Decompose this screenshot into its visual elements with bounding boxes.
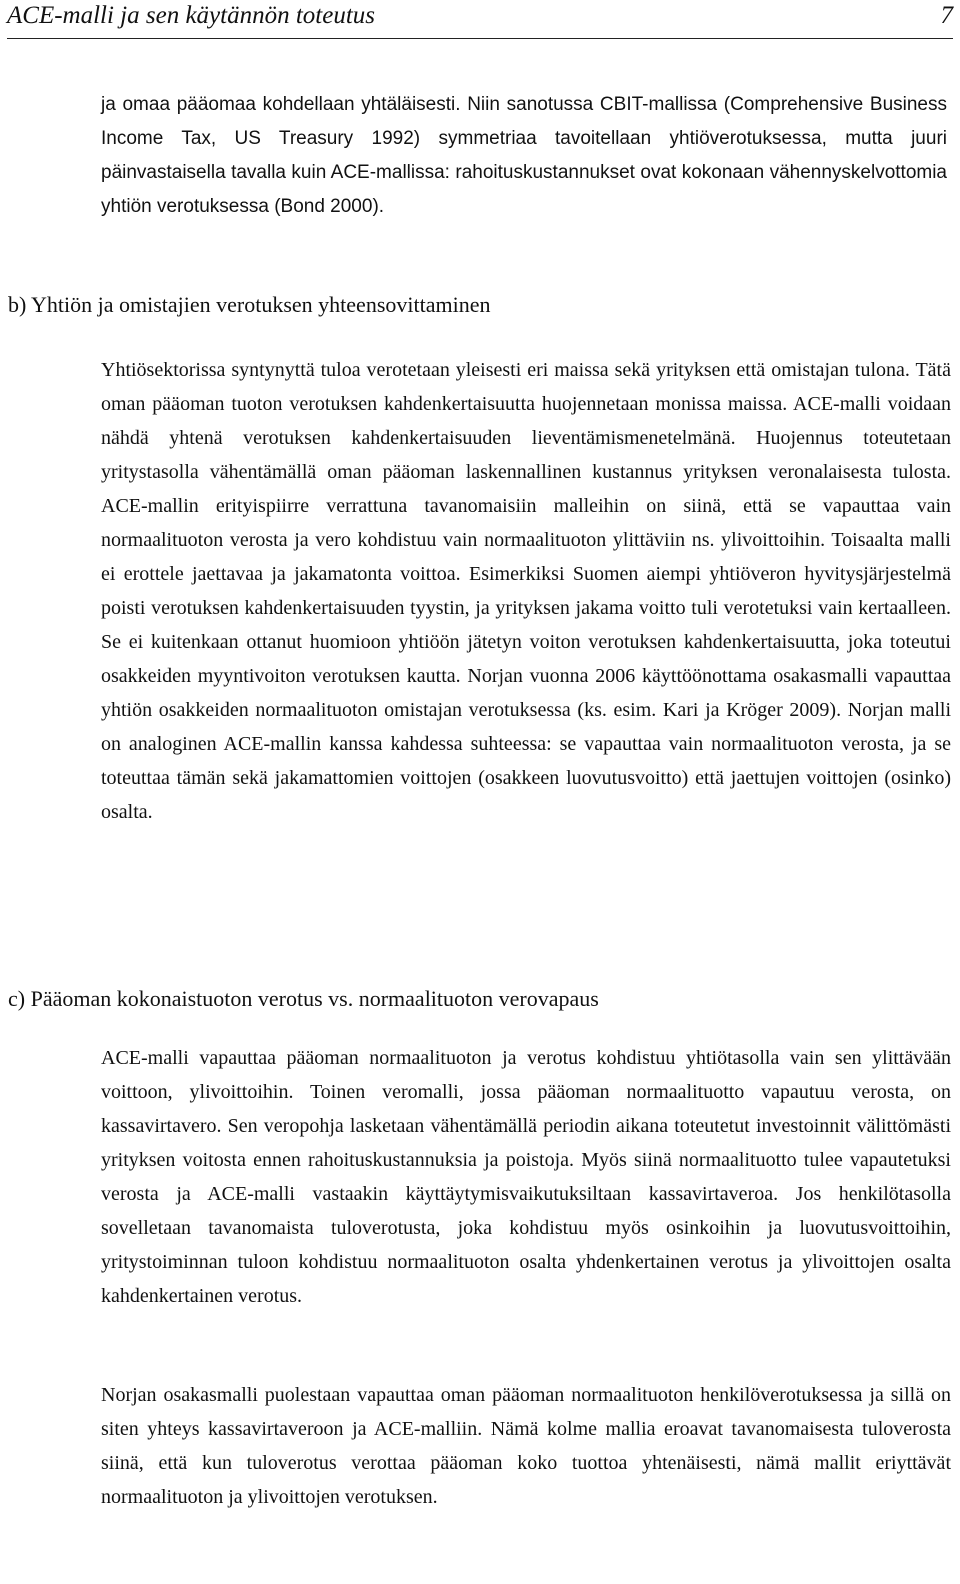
- section-c-paragraph-2: Norjan osakasmalli puolestaan vapauttaa oman pääoman normaalituoton henkilöverotuksessa ja sillä on siten yhteys kassavirtaveroon ja ACE-malliin. Nämä kolme mallia eroavat tavanomaisesta tuloverosta siinä, että kun tuloverotus verottaa pääoman koko tuottoa yhtenäisesti, nämä mallit eriyttävät normaalituoton ja ylivoittojen verotuksen.: [101, 1384, 951, 1508]
- section-heading-c: c) Pääoman kokonaistuoton verotus vs. normaalituoton verovapaus: [8, 986, 599, 1011]
- section-c-paragraph-1: ACE-malli vapauttaa pääoman normaalituoton ja verotus kohdistuu yhtiötasolla vain sen ylittävään voittoon, ylivoittoihin. Toinen veromalli, jossa pääoman normaalituotto vapautuu verosta, on kassavirtavero. Sen veropohja lasketaan vähentämällä periodin aikana toteutetut investoinnit välittömästi yrityksen voitosta ennen rahoituskustannuksia ja poistoja. Myös siinä normaalituotto tulee vapautetuksi verosta ja ACE-malli vastaakin käyttäytymisvaikutuksiltaan kassavirtaveroa. Jos henkilötasolla sovelletaan tavanomaista tuloverotusta, joka kohdistuu myös osinkoihin ja luovutusvoittoihin, yritystoiminnan tuloon kohdistuu normaalituoton osalta yhdenkertainen verotus ja ylivoittojen osalta kahdenkertainen verotus.: [101, 1047, 951, 1307]
- section-heading-b: b) Yhtiön ja omistajien verotuksen yhteensovittaminen: [8, 292, 491, 317]
- running-header: [7, 0, 953, 39]
- running-title: ACE-malli ja sen käytännön toteutus: [7, 2, 376, 29]
- intro-paragraph: ja omaa pääomaa kohdellaan yhtäläisesti. Niin sanotussa CBIT-mallissa (Comprehensive Business Income Tax, US Treasury 1992) symmetriaa tavoitellaan yhtiöverotuksessa, mutta juuri päinvastaisella tavalla kuin ACE-mallissa: rahoituskustannukset ovat kokonaan vähennyskelvottomia yhtiön verotuksessa (Bond 2000).: [101, 94, 947, 217]
- page-number: 7: [940, 2, 953, 29]
- section-b-paragraph: Yhtiösektorissa syntynyttä tuloa verotetaan yleisesti eri maissa sekä yrityksen että omistajan tulona. Tätä oman pääoman tuoton verotuksen kahdenkertaisuutta huojennetaan monissa maissa. ACE-malli voidaan nähdä yhtenä verotuksen kahdenkertaisuuden lieventämismenetelmänä. Huojennus toteutetaan yritystasolla vähentämällä oman pääoman laskennallinen kustannus yrityksen veronalaisesta tulosta. ACE-mallin erityispiirre verrattuna tavanomaisiin malleihin on siinä, että se vapauttaa vain normaalituoton verosta ja vero kohdistuu vain normaalituoton ylittäviin ns. ylivoittoihin. Toisaalta malli ei erottele jaettavaa ja jakamatonta voittoa. Esimerkiksi Suomen aiempi yhtiöveron hyvitysjärjestelmä poisti verotuksen kahdenkertaisuuden tyystin, ja yrityksen jakama voitto tuli verotetuksi vain kertaalleen. Se ei kuitenkaan ottanut huomioon yhtiöön jätetyn voiton verotuksen kahdenkertaisuutta, joka toteutui osakkeiden myyntivoiton verotuksen kautta. Norjan vuonna 2006 käyttöönottama osakasmalli vapauttaa yhtiön osakkeiden normaalituoton omistajan verotuksessa (ks. esim. Kari ja Kröger 2009). Norjan malli on analoginen ACE-mallin kanssa kahdessa suhteessa: se vapauttaa vain normaalituoton verosta, ja se toteuttaa tämän sekä jakamattomien voittojen (osakkeen luovutusvoitto) että jaettujen voittojen (osinko) osalta.: [101, 359, 951, 823]
